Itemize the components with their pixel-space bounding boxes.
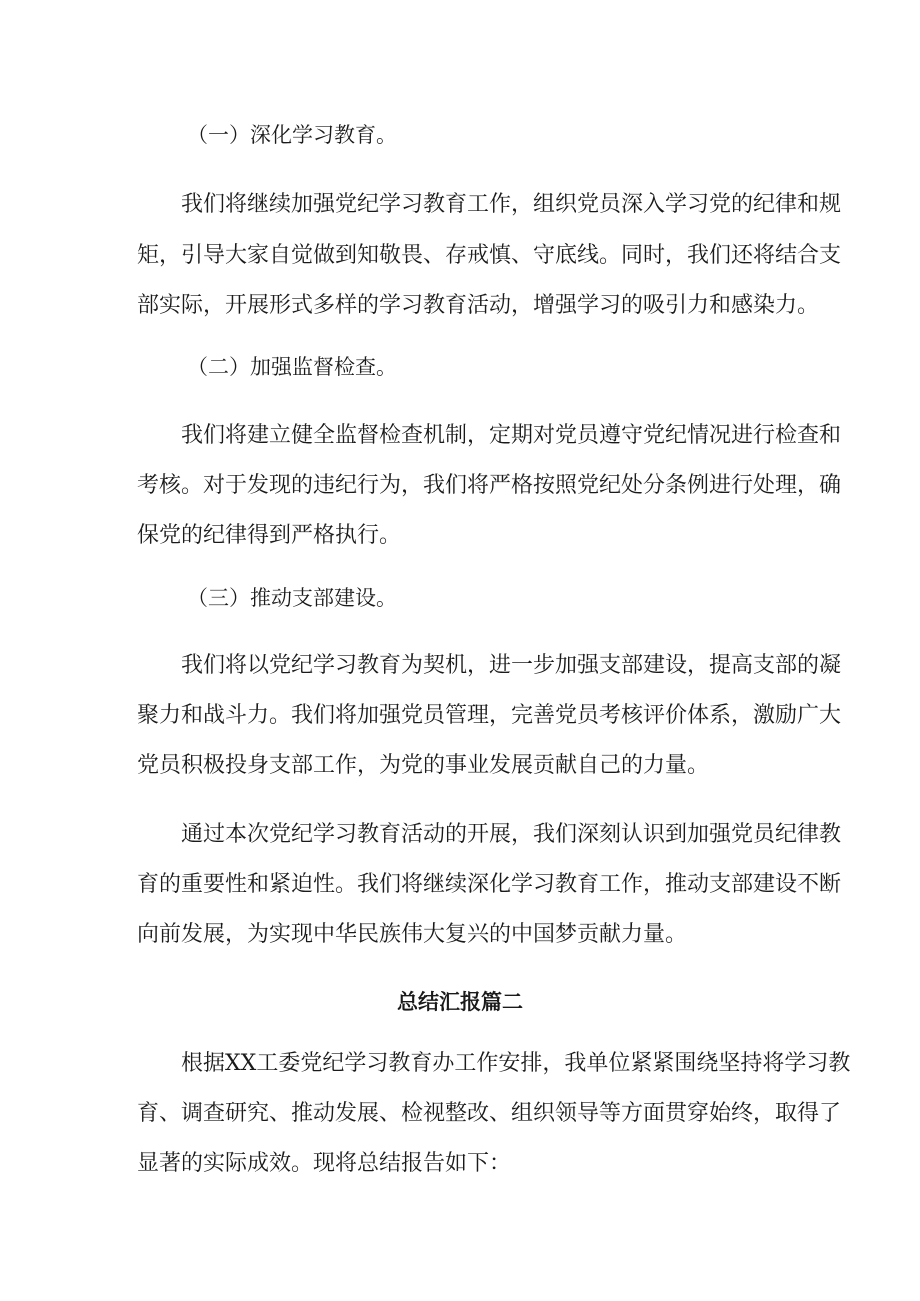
paragraph-line: 向前发展，为实现中华民族伟大复兴的中国梦贡献力量。 [137, 922, 688, 947]
section-title: 总结汇报篇二 [397, 990, 523, 1014]
paragraph-line: 部实际，开展形式多样的学习教育活动，增强学习的吸引力和感染力。 [137, 293, 820, 318]
paragraph-line: 通过本次党纪学习教育活动的开展，我们深刻认识到加强党员纪律教 [181, 822, 842, 847]
paragraph-line: 育、调查研究、推动发展、检视整改、组织领导等方面贯穿始终，取得了 [137, 1101, 842, 1126]
paragraph-line: 我们将以党纪学习教育为契机，进一步加强支部建设，提高支部的凝 [181, 653, 842, 678]
paragraph-line: 我们将继续加强党纪学习教育工作，组织党员深入学习党的纪律和规 [181, 192, 842, 217]
paragraph-line: 显著的实际成效。现将总结报告如下： [137, 1151, 512, 1176]
paragraph-line: 我们将建立健全监督检查机制，定期对党员遵守党纪情况进行检查和 [181, 423, 842, 448]
paragraph-line: 党员积极投身支部工作，为党的事业发展贡献自己的力量。 [137, 753, 710, 778]
paragraph-line: 考核。对于发现的违纪行为，我们将严格按照党纪处分条例进行处理，确 [137, 473, 842, 498]
section-heading-2: （二）加强监督检查。 [187, 355, 397, 379]
paragraph-line: 根据XX工委党纪学习教育办工作安排，我单位紧紧围绕坚持将学习教 [181, 1051, 851, 1076]
section-heading-3: （三）推动支部建设。 [187, 586, 397, 610]
section-heading-1: （一）深化学习教育。 [187, 123, 397, 147]
paragraph-line: 矩，引导大家自觉做到知敬畏、存戒慎、守底线。同时，我们还将结合支 [137, 243, 842, 268]
paragraph-line: 育的重要性和紧迫性。我们将继续深化学习教育工作，推动支部建设不断 [137, 872, 842, 897]
paragraph-line: 保党的纪律得到严格执行。 [137, 523, 402, 548]
paragraph-line: 聚力和战斗力。我们将加强党员管理，完善党员考核评价体系，激励广大 [137, 703, 842, 728]
